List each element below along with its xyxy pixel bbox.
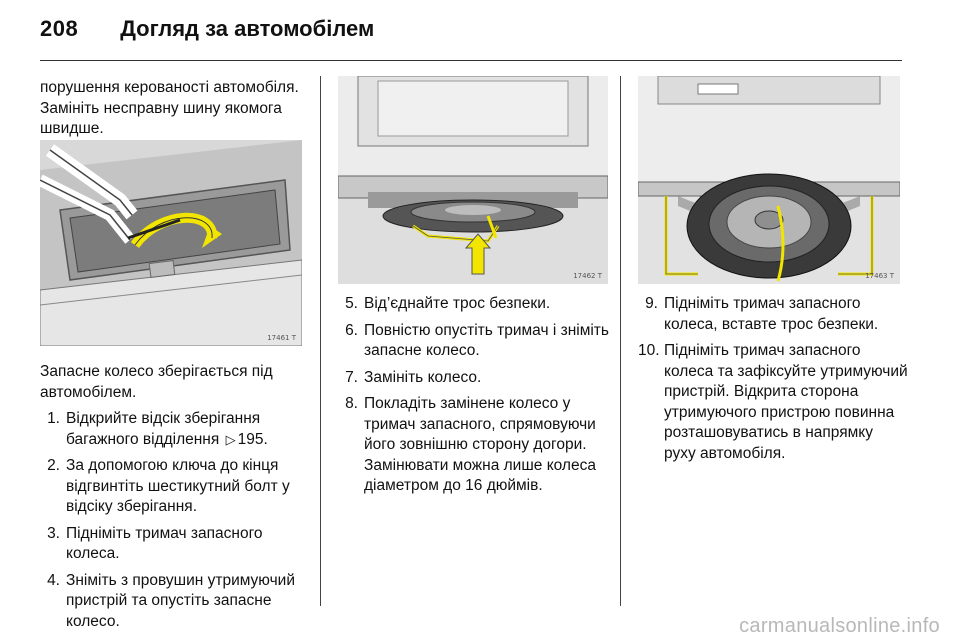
page-header [40, 16, 374, 46]
step-text: За допомогою ключа до кінця відгвинтіть шестикутний болт у відсіку зберігання. [66, 457, 290, 515]
step-text: Повністю опустіть тримач і зніміть запасне колесо. [364, 321, 609, 359]
spare-wheel-carrier-illustration [638, 76, 900, 284]
intro-paragraph: порушення керованості автомобіля. Замініть несправну шину якомога швидше. [40, 79, 299, 137]
figure-code: 17463 T [865, 272, 894, 280]
steps-list-2 [340, 294, 610, 497]
figure-spare-wheel-carrier [638, 76, 900, 284]
figure-spare-wheel-lowering [338, 76, 608, 284]
watermark: carmanualsonline.info [739, 615, 940, 637]
step-number: 5. [345, 295, 358, 312]
figure-code: 17462 T [573, 272, 602, 280]
step-number: 2. [47, 457, 60, 474]
figure-trunk-storage [40, 140, 302, 346]
page-number: 208 [40, 16, 79, 41]
step-text: Відкрийте відсік зберігання багажного відділення ▷ 195. [66, 409, 308, 450]
list-item [638, 341, 908, 464]
step-number: 10. [638, 342, 660, 359]
step-number: 4. [47, 571, 60, 589]
column-1 [40, 78, 308, 140]
list-item [638, 294, 908, 335]
list-item [40, 571, 308, 633]
steps-list-3 [638, 294, 908, 464]
step-text: Замініть колесо. [364, 368, 482, 386]
step-text: Підніміть тримач запасного колеса та зафіксуйте утримуючий пристрій. Відкрита сторона утримуючого пристрою повинна розташовуватись в напрямку руху автомобіля. [664, 342, 908, 462]
storage-paragraph: Запасне колесо зберігається під автомобілем. [40, 363, 273, 401]
column-divider-1 [320, 76, 321, 606]
header-rule [40, 60, 902, 61]
list-item [40, 524, 308, 565]
step-text: Підніміть тримач запасного колеса. [66, 524, 263, 562]
steps-list-1 [40, 409, 308, 632]
column-3 [638, 294, 908, 464]
step-number: 9. [645, 295, 658, 312]
figure-code: 17461 T [267, 334, 296, 342]
step-number: 6. [345, 321, 358, 339]
step-number: 7. [345, 368, 358, 386]
step-text: Зніміть з провушин утримуючий пристрій та опустіть запасне колесо. [66, 571, 295, 630]
step-number: 1. [47, 410, 60, 427]
spare-wheel-lowering-illustration [338, 76, 608, 284]
list-item [340, 394, 610, 497]
column-2 [340, 294, 610, 497]
step-number: 3. [47, 524, 60, 542]
list-item [40, 456, 308, 518]
chapter-title: Догляд за автомобілем [120, 16, 375, 41]
trunk-storage-illustration [40, 140, 302, 346]
page-reference-link[interactable]: 195. [237, 430, 268, 448]
list-item [340, 294, 610, 315]
step-text: Покладіть замінене колесо у тримач запасного, спрямовуючи його зовнішню сторону догори. Замінювати можна лише колеса діаметром до 16 дюймів. [364, 395, 596, 494]
page-reference-arrow-icon: ▷ [225, 431, 236, 447]
step-number: 8. [345, 395, 358, 412]
list-item [340, 321, 610, 362]
step-text: Підніміть тримач запасного колеса, вставте трос безпеки. [664, 295, 879, 333]
column-divider-2 [620, 76, 621, 606]
step-text: Від’єднайте трос безпеки. [364, 295, 551, 312]
list-item [40, 409, 308, 450]
list-item [340, 368, 610, 389]
column-1-lower [40, 362, 308, 632]
